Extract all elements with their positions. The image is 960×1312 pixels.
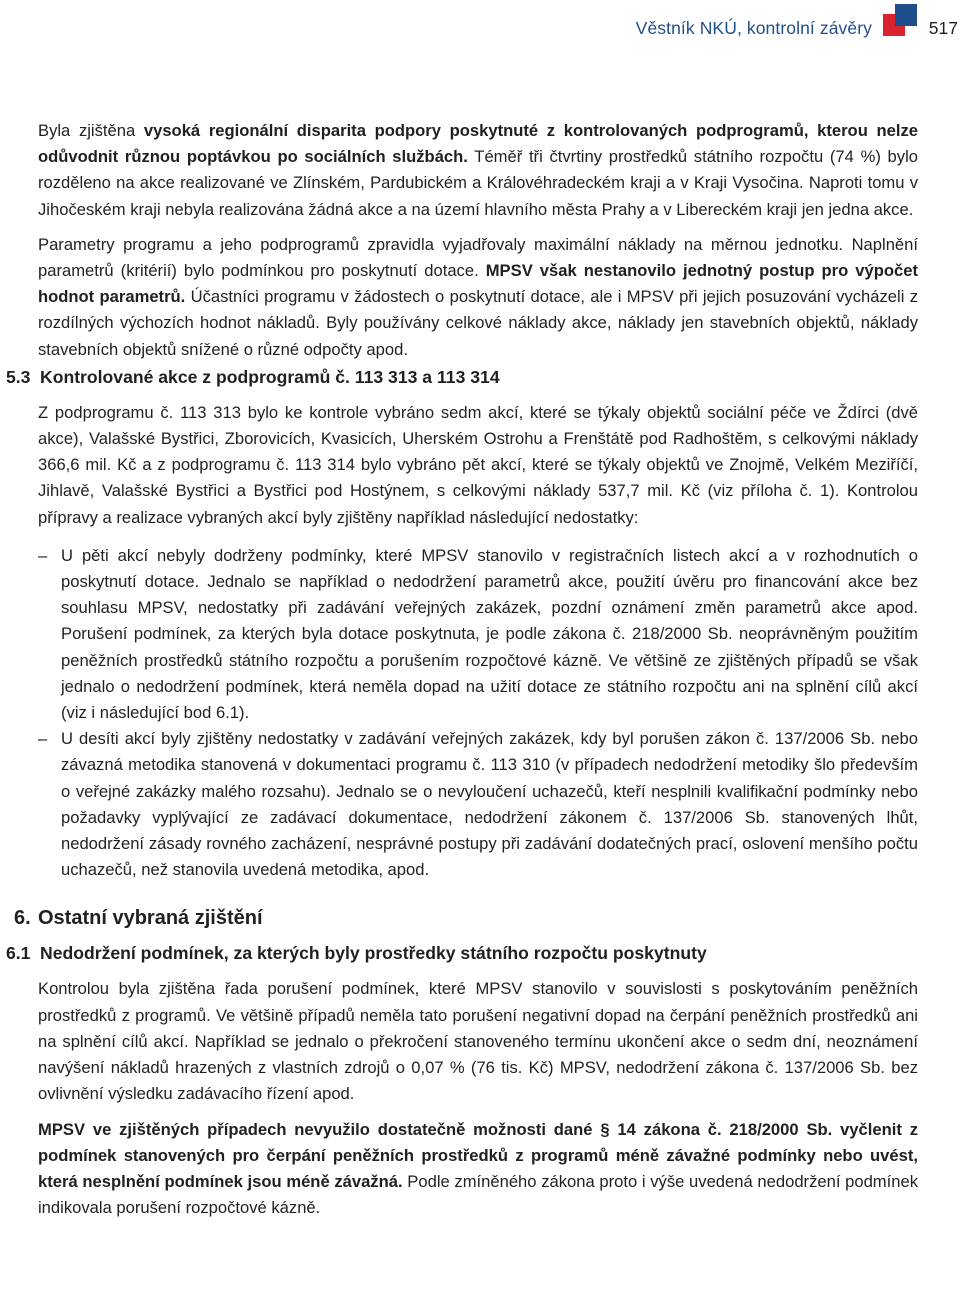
list-item-text: U pěti akcí nebyly dodrženy podmínky, které MPSV stanovilo v registračních listech akcí a v rozhodnutích o poskytnutí dotace. Jednalo se například o nedodržení parametrů akce, použití úvěru pro financování akce bez souhlasu MPSV, nedostatky při zadávání veřejných zakázek, pozdní oznámení změn parametrů akce apod. Porušení podmínek, za kterých byla dotace poskytnuta, je podle zákona č. 218/2000 Sb. neoprávněným použitím peněžních prostředků státního rozpočtu a porušením rozpočtové kázně. Ve většině ze zjištěných případů se však jednalo o nedodržení podmínek, která neměla dopad na užití dotace ze státního rozpočtu ani na splnění cílů akcí (viz i následující bod 6.1). [61,545,918,723]
journal-title: Věstník NKÚ, kontrolní závěry [635,18,872,38]
section-number: 5.3 [6,366,31,387]
list-item-text: U desíti akcí byly zjištěny nedostatky v zadávání veřejných zakázek, kdy byl porušen zákon č. 137/2006 Sb. nebo závazná metodika stanovená v dokumentaci programu č. 113 310 (v případech nedodržení metodiky šlo především o veřejné zakázky malého rozsahu). Jednalo se o nevyloučení uchazečů, kteří nesplnili kvalifikační podmínky nebo požadavky vyplývající ze zadávací dokumentace, nedodržení zákonem č. 137/2006 Sb. stanovených lhůt, nedodržení zásady rovného zacházení, nesprávné postupy při zadávání dodatečných prací, oslovení menšího počtu uchazečů, než stanovila uvedená metodika, apod. [61,729,918,880]
section-title: Nedodržení podmínek, za kterých byly prostředky státního rozpočtu poskytnuty [40,943,707,964]
section-number: 6.1 [6,943,31,964]
text-span: Téměř tři čtvrtiny prostředků státního rozpočtu (74 %) bylo rozděleno na akce realizované ve Zlínském, Pardubickém a Královéhradeckém kraji a v Kraji Vysočina. Naproti tomu v Jihočeském kraji nebyla realizována žádná akce a na území hlavního města Prahy a v Libereckém kraji jen jedna akce. [38,147,918,219]
document-body [0,118,960,1221]
text-span: Podle zmíněného zákona proto i výše uvedená nedodržení podmínek indikovala porušení rozpočtové kázně. [38,1171,918,1218]
page-number: 517 [928,18,958,38]
paragraph-selected-actions: Z podprogramu č. 113 313 bylo ke kontrole vybráno sedm akcí, které se týkaly objektů sociální péče ve Ždírci (dvě akce), Valašské Bystřici, Zborovicích, Kvasicích, Uherském Ostrohu a Frenštátě pod Radhoštěm, s celkovými náklady 366,6 mil. Kč a z podprogramu č. 113 314 bylo vybráno pět akcí, které se týkaly objektů ve Znojmě, Velkém Meziříčí, Jihlavě, Valašské Bystřici a Bystřici pod Hostýnem, s celkovými náklady 537,7 mil. Kč (viz příloha č. 1). Kontrolou přípravy a realizace vybraných akcí byly zjištěny například následující nedostatky: [38,402,918,527]
section-number: 6. [14,907,31,930]
deficiency-list [0,543,960,884]
nku-logo [883,4,919,38]
dash-bullet: – [38,729,48,749]
list-item [0,543,918,726]
text-span: Byla zjištěna [38,121,144,140]
text-span: Parametry programu a jeho podprogramů zpravidla vyjadřovaly maximální náklady na měrnou jednotku. Naplnění parametrů (kritérií) bylo podmínkou pro poskytnutí dotace. [38,234,918,281]
section-title: Ostatní vybraná zjištění [38,907,263,930]
paragraph-regional-disparity [0,118,918,223]
paragraph-condition-violations: Kontrolou byla zjištěna řada porušení podmínek, které MPSV stanovilo v souvislosti s poskytováním peněžních prostředků z programů. Ve většině případů neměla tato porušení negativní dopad na čerpání peněžních prostředků ani na splnění cílů akcí. Například se jednalo o překročení stanoveného termínu ukončení akce o sedm dní, neoznámení navýšení nákladů hrazených z vlastních zdrojů o 0,07 % (76 tis. Kč) MPSV, nedodržení zákona č. 137/2006 Sb. bez ovlivnění výsledku zadávacího řízení apod. [38,979,918,1104]
bold-span: MPSV ve zjištěných případech nevyužilo dostatečně možnosti dané § 14 zákona č. 218/2000 Sb. vyčlenit z podmínek stanovených pro čerpání peněžních prostředků z programů méně závažné podmínky nebo uvést, která nesplnění podmínek jsou méně závažná. [38,1119,918,1191]
section-heading-6 [0,903,960,933]
section-title: Kontrolované akce z podprogramů č. 113 313 a 113 314 [40,366,500,387]
bold-span: MPSV však nestanovilo jednotný postup pro výpočet hodnot parametrů. [38,261,918,307]
paragraph-program-parameters [0,232,918,363]
logo-blue-square [895,4,917,26]
section-heading-6-1 [0,939,960,967]
list-item [0,726,918,883]
text-span: Účastníci programu v žádostech o poskytnutí dotace, ale i MPSV při jejich posuzování vycházeli z rozdílných výchozích hodnot nákladů. Byly používány celkové náklady akce, náklady jen stavebních objektů, náklady stavebních objektů snížené o různé odpočty apod. [38,287,918,359]
page-header [0,0,960,60]
dash-bullet: – [38,545,48,565]
paragraph-mpsv-findings [0,1117,918,1222]
bold-span: vysoká regionální disparita podpory poskytnuté z kontrolovaných podprogramů, kterou nelze odůvodnit různou poptávkou po sociálních službách. [38,121,918,167]
section-heading-5-3 [0,363,960,391]
